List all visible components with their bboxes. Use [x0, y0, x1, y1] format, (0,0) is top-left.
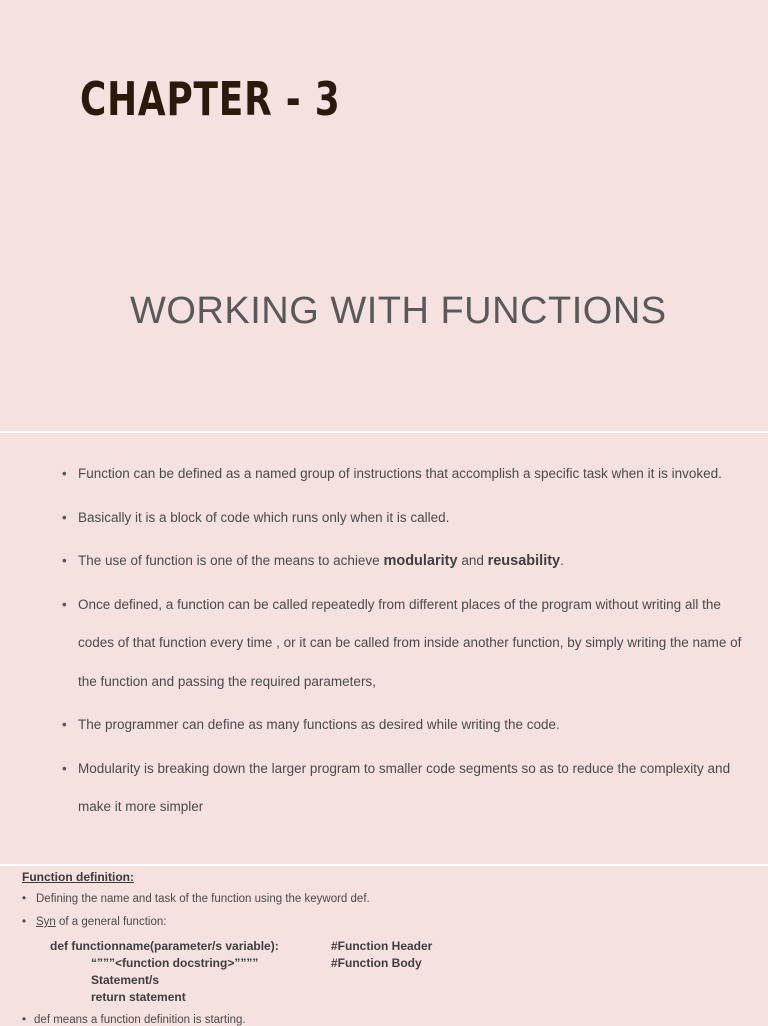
code-line: [50, 938, 433, 955]
bullet-list: [22, 892, 742, 938]
bullet-text: .: [560, 553, 564, 568]
code-comment: #Function Body: [331, 956, 422, 970]
section-heading: Function definition:: [22, 870, 134, 884]
bullet-item: • Modularity is breaking down the larger program to smaller code segments so as to reduce the complexity and make it more simpler: [60, 750, 750, 827]
code-text: “”””<function docstring>””””: [91, 956, 259, 970]
bullet-item: • The programmer can define as many functions as desired while writing the code.: [60, 706, 750, 745]
title-slide: [0, 0, 768, 430]
bullet-item: • Defining the name and task of the function using the keyword def.: [22, 892, 742, 906]
code-block: [50, 938, 433, 1006]
code-line: Statement/s: [91, 973, 160, 987]
bullet-list: [60, 455, 750, 832]
bullet-item: • Basically it is a block of code which runs only when it is called.: [60, 499, 750, 538]
bullet-text: of a general function:: [55, 916, 167, 928]
slide-title: WORKING WITH FUNCTIONS: [130, 290, 667, 332]
bold-term-modularity: modularity: [383, 553, 458, 569]
function-definition-slide: [0, 866, 768, 1024]
bullet-item: [22, 915, 742, 929]
code-comment: #Function Header: [331, 939, 433, 953]
bullet-item: • Once defined, a function can be called repeatedly from different places of the program without writing all the codes of that function every time , or it can be called from inside another function, by simply writing the name of the function and passing the required parameters,: [60, 586, 750, 702]
bold-term-reusability: reusability: [487, 553, 561, 569]
bullet-item: • Function can be defined as a named group of instructions that accomplish a specific task when it is invoked.: [60, 455, 750, 494]
bullet-text: and: [457, 553, 488, 568]
bullet-item: [60, 542, 750, 581]
bullet-item: • def means a function definition is starting.: [22, 1014, 246, 1026]
code-line: [50, 955, 422, 972]
syn-abbrev: Syn: [36, 916, 56, 928]
definition-slide: [0, 433, 768, 863]
code-line: return statement: [91, 990, 186, 1004]
code-text: def functionname(parameter/s variable):: [50, 939, 279, 953]
chapter-heading: CHAPTER - 3: [80, 72, 341, 126]
bullet-text: The use of function is one of the means to achieve: [78, 553, 384, 568]
